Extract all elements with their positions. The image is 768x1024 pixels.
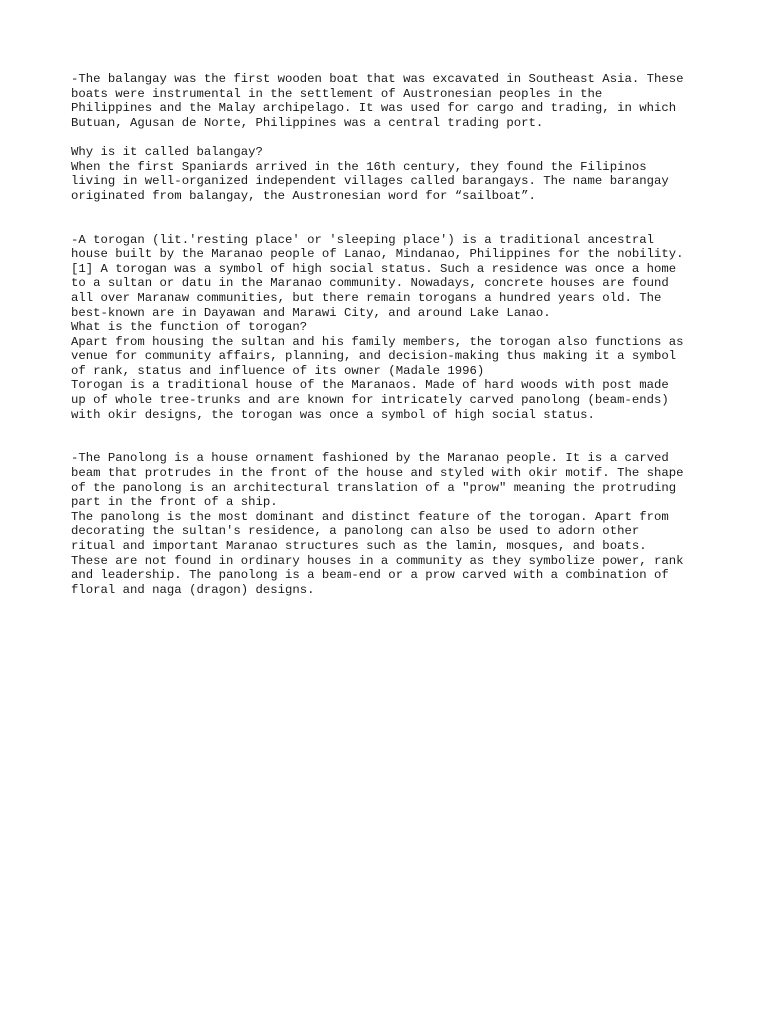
text-line: When the first Spaniards arrived in the 16th century, they found the Filipinos [71, 159, 647, 174]
text-line: decorating the sultan's residence, a panolong can also be used to adorn other [71, 524, 640, 539]
text-line: to a sultan or datu in the Maranao community. Nowadays, concrete houses are found [71, 276, 669, 291]
text-line: house built by the Maranao people of Lanao, Mindanao, Philippines for the nobility. [71, 247, 684, 262]
question-heading: Why is it called balangay? [71, 144, 263, 159]
text-line: floral and naga (dragon) designs. [71, 582, 315, 597]
text-line: [1] A torogan was a symbol of high social status. Such a residence was once a home [71, 261, 677, 276]
text-line: up of whole tree-trunks and are known for intricately carved panolong (beam-ends) [71, 393, 669, 408]
document-body [71, 72, 711, 597]
text-line: boats were instrumental in the settlement of Austronesian peoples in the [71, 86, 603, 101]
text-line: ritual and important Maranao structures such as the lamin, mosques, and boats. [71, 539, 647, 553]
question-heading: What is the function of torogan? [71, 320, 308, 335]
text-line: all over Maranaw communities, but there remain torogans a hundred years old. The [71, 290, 662, 305]
text-line: and leadership. The panolong is a beam-end or a prow carved with a combination of [71, 568, 669, 583]
text-line: Butuan, Agusan de Norte, Philippines was a central trading port. [71, 115, 544, 130]
text-line: Torogan is a traditional house of the Maranaos. Made of hard woods with post made [71, 378, 669, 393]
text-line: These are not found in ordinary houses in a community as they symbolize power, rank [71, 553, 684, 568]
balangay-paragraph [71, 72, 711, 130]
text-line: -The Panolong is a house ornament fashioned by the Maranao people. It is a carved [71, 451, 669, 466]
text-line: -The balangay was the first wooden boat that was excavated in Southeast Asia. These [71, 72, 684, 86]
paragraph-gap [71, 203, 711, 232]
text-line: part in the front of a ship. [71, 495, 278, 510]
text-line: best-known are in Dayawan and Marawi City, and around Lake Lanao. [71, 305, 551, 320]
text-line: of the panolong is an architectural translation of a "prow" meaning the protruding [71, 480, 677, 495]
paragraph-gap [71, 130, 711, 145]
text-line: Philippines and the Malay archipelago. It was used for cargo and trading, in which [71, 101, 677, 116]
text-line: -A torogan (lit.'resting place' or 'sleeping place') is a traditional ancestral [71, 232, 654, 247]
torogan-paragraph [71, 233, 711, 423]
text-line: originated from balangay, the Austronesian word for “sailboat”. [71, 188, 536, 203]
text-line: of rank, status and influence of its owner (Madale 1996) [71, 363, 485, 378]
balangay-name-paragraph [71, 145, 711, 203]
paragraph-gap [71, 422, 711, 451]
text-line: with okir designs, the torogan was once a symbol of high social status. [71, 407, 595, 422]
text-line: The panolong is the most dominant and distinct feature of the torogan. Apart from [71, 509, 669, 524]
text-line: venue for community affairs, planning, and decision-making thus making it a symbol [71, 349, 677, 364]
text-line: Apart from housing the sultan and his family members, the torogan also functions as [71, 334, 684, 349]
text-line: living in well-organized independent villages called barangays. The name barangay [71, 174, 669, 189]
text-line: beam that protrudes in the front of the house and styled with okir motif. The shape [71, 466, 684, 481]
panolong-paragraph [71, 451, 711, 597]
